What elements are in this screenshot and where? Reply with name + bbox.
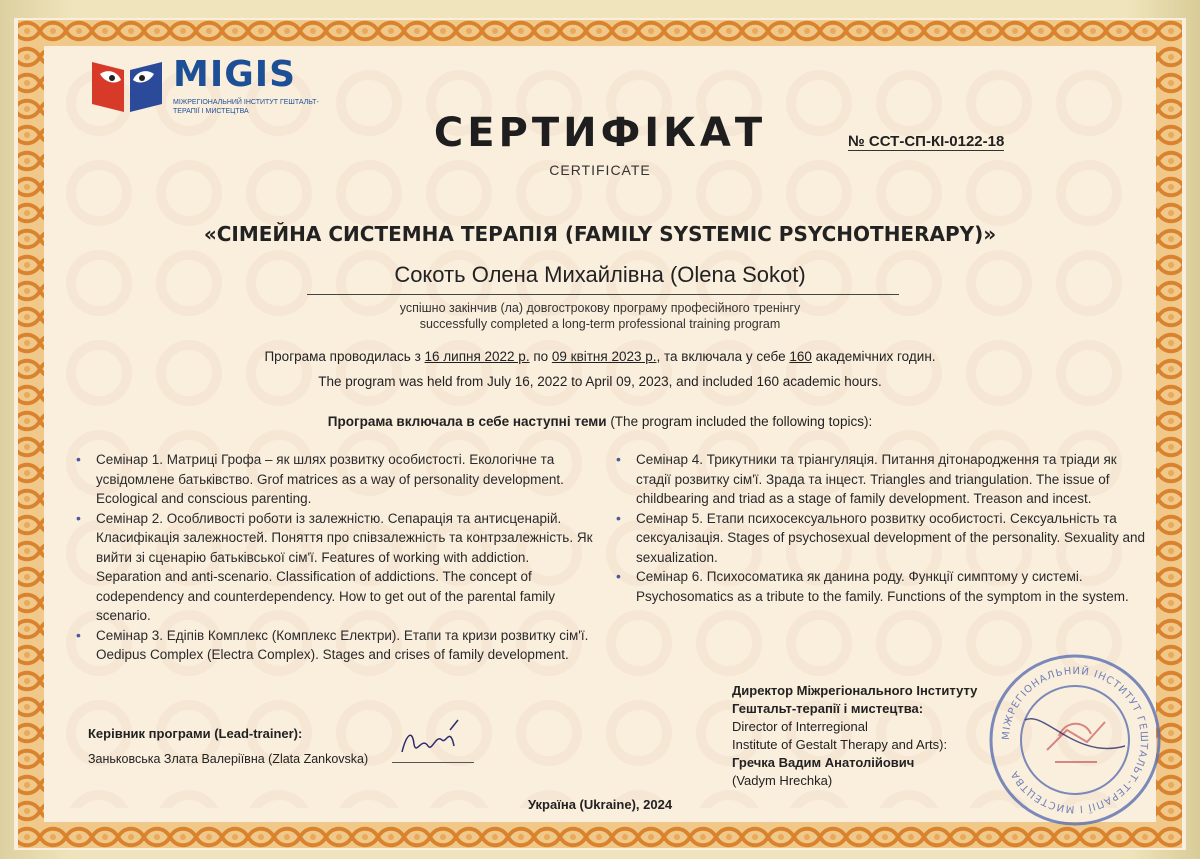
recipient-name: Сокоть Олена Михайлівна (Olena Sokot) bbox=[394, 262, 806, 287]
completion-text-en: successfully completed a long-term professional training program bbox=[419, 317, 781, 331]
seminar-item: • Семінар 3. Едіпів Комплекс (Комплекс Електри). Етапи та кризи розвитку сім'ї. Oedipus Complex (Electra Complex). Stages and crises of family development. bbox=[76, 626, 596, 665]
lead-signature bbox=[392, 716, 472, 762]
seminar-item: • Семінар 4. Трикутники та тріангуляція. Питання дітонародження та тріади як стадії розвитку сім'ї. Зрада та інцест. Triangles and triangulation. The issue of childbearing and triad as a stage of family development. Treason and incest. bbox=[616, 450, 1146, 509]
director-title-uk-1: Директор Міжрегіонального Інституту bbox=[732, 683, 978, 698]
stamp-text: МІЖРЕГІОНАЛЬНИЙ ІНСТИТУТ ГЕШТАЛЬТ-ТЕРАПІЇ І МИСТЕЦТВА bbox=[1000, 665, 1150, 815]
seminar-item: • Семінар 2. Особливості роботи із залежністю. Сепарація та антисценарій. Класифікація залежностей. Поняття про співзалежність та контрзалежність. Як вийти зі сценарію батьківської сім'ї. Features of working with addiction. Separation and anti-scenario. Classification of addictions. The concept of codependency and counterdependency. How to get out of the parental family scenario. bbox=[76, 509, 596, 626]
held-mid1: по bbox=[529, 349, 552, 364]
program-dates-en: The program was held from July 16, 2022 to April 09, 2023, and included 160 academic hours. bbox=[318, 374, 882, 389]
certificate-subtitle: CERTIFICATE bbox=[549, 162, 651, 178]
certificate-title: СЕРТИФІКАТ bbox=[433, 110, 767, 156]
completion-text-uk: успішно закінчив (ла) довгострокову програму професійного тренінгу bbox=[399, 301, 801, 315]
migis-logo-icon bbox=[88, 50, 166, 114]
course-title: «СІМЕЙНА СИСТЕМНА ТЕРАПІЯ (FAMILY SYSTEMIC PSYCHOTHERAPY)» bbox=[203, 222, 997, 246]
lead-trainer-title: Керівник програми (Lead-trainer): bbox=[88, 726, 303, 741]
held-suffix: академічних годин. bbox=[811, 349, 936, 364]
director-title-en-2: Institute of Gestalt Therapy and Arts): bbox=[732, 737, 948, 752]
program-dates-uk bbox=[0, 349, 1200, 364]
seminar-item: • Семінар 6. Психосоматика як данина роду. Функції симптому у системі. Psychosomatics as a tribute to the family. Functions of the symptom in the system. bbox=[616, 567, 1146, 606]
logo-subtitle: МІЖРЕГІОНАЛЬНИЙ ІНСТИТУТ ГЕШТАЛЬТ-ТЕРАПІЇ І МИСТЕЦТВА bbox=[173, 99, 319, 115]
lead-trainer-name: Заньковська Злата Валеріївна (Zlata Zankovska) bbox=[88, 752, 369, 766]
director-title-en-1: Director of Interregional bbox=[732, 719, 868, 734]
held-prefix: Програма проводилась з bbox=[264, 349, 425, 364]
certificate-number: № ССТ-СП-КІ-0122-18 bbox=[848, 133, 1005, 150]
start-date: 16 липня 2022 р. bbox=[424, 349, 530, 364]
seminar-item: • Семінар 1. Матриці Грофа – як шлях розвитку особистості. Екологічне та усвідомлене батьківство. Grof matrices as a way of personality development. Ecological and conscious parenting. bbox=[76, 450, 596, 509]
name-underline bbox=[307, 294, 899, 295]
topics-heading-en: (The program included the following topics): bbox=[606, 414, 873, 429]
seminar-list-left bbox=[76, 450, 596, 665]
held-mid2: , та включала у себе bbox=[656, 349, 790, 364]
seminar-list-right bbox=[616, 450, 1146, 606]
topics-heading bbox=[0, 414, 1200, 429]
completion-text bbox=[0, 300, 1200, 332]
logo-name: MIGIS bbox=[173, 54, 297, 95]
director-title-uk-2: Гештальт-терапії і мистецтва: bbox=[732, 701, 924, 716]
director-name-en: (Vadym Hrechka) bbox=[732, 773, 833, 788]
signature-line bbox=[392, 762, 474, 763]
end-date: 09 квітня 2023 р. bbox=[551, 349, 657, 364]
topics-heading-uk: Програма включала в себе наступні теми bbox=[327, 414, 607, 429]
seminar-item: • Семінар 5. Етапи психосексуального розвитку особистості. Сексуальність та сексуалізація. Stages of psychosexual development of the personality. Sexuality and sexualization. bbox=[616, 509, 1146, 568]
director-name-uk: Гречка Вадим Анатолійович bbox=[732, 755, 915, 770]
country-year: Україна (Ukraine), 2024 bbox=[527, 797, 673, 812]
hours: 160 bbox=[789, 349, 812, 364]
